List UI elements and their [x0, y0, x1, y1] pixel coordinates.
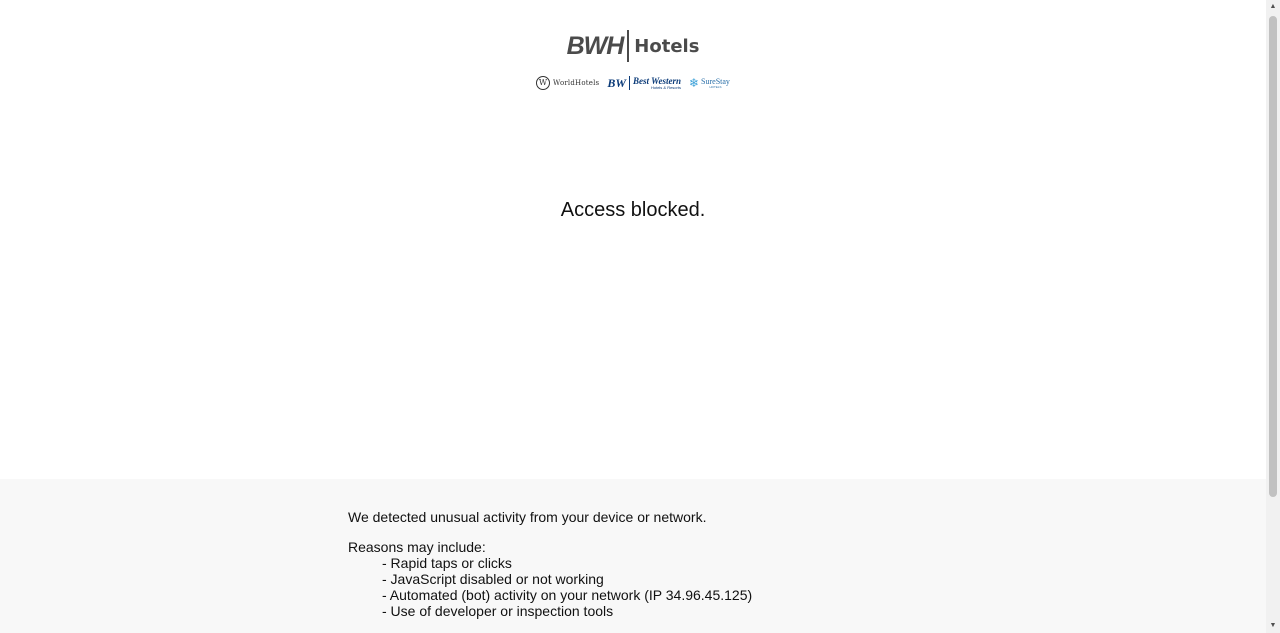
bestwestern-logo [607, 74, 681, 92]
list-item: - JavaScript disabled or not working [382, 571, 604, 587]
bestwestern-name: Best Western [633, 75, 681, 86]
hotels-logo-text: Hotels [634, 35, 700, 57]
brand-logos [0, 74, 1266, 92]
worldhotels-logo [536, 74, 599, 92]
reasons-title: Reasons may include: [348, 539, 486, 555]
list-item: - Automated (bot) activity on your network (IP 34.96.45.125) [382, 587, 753, 603]
surestay-logo [689, 74, 730, 92]
bestwestern-divider [629, 76, 630, 90]
list-item: - Rapid taps or clicks [382, 555, 512, 571]
page-title: Access blocked. [560, 199, 706, 221]
reasons-list [382, 555, 752, 619]
snowflake-icon: ❄ [688, 76, 700, 90]
list-item: - Use of developer or inspection tools [382, 603, 614, 619]
bwh-logo-text: BWH [566, 31, 624, 60]
bwh-hotels-logo [0, 30, 1266, 62]
notice-intro: We detected unusual activity from your device or network. [348, 509, 707, 525]
notice-panel [0, 479, 1266, 633]
bestwestern-subtitle: Hotels & Resorts [650, 84, 681, 90]
triangle-up-icon[interactable]: ▲ [1269, 3, 1277, 10]
worldhotels-name: WorldHotels [553, 79, 600, 87]
worldhotels-mark-icon: W [536, 76, 550, 90]
scrollbar-thumb[interactable] [1269, 16, 1277, 497]
vertical-scrollbar[interactable] [1266, 0, 1280, 633]
triangle-down-icon[interactable]: ▼ [1269, 622, 1277, 629]
logo-divider [627, 30, 629, 62]
surestay-subtitle: HOTELS [709, 84, 722, 89]
bestwestern-mark: BW [607, 75, 627, 90]
surestay-name: SureStay [701, 76, 730, 86]
